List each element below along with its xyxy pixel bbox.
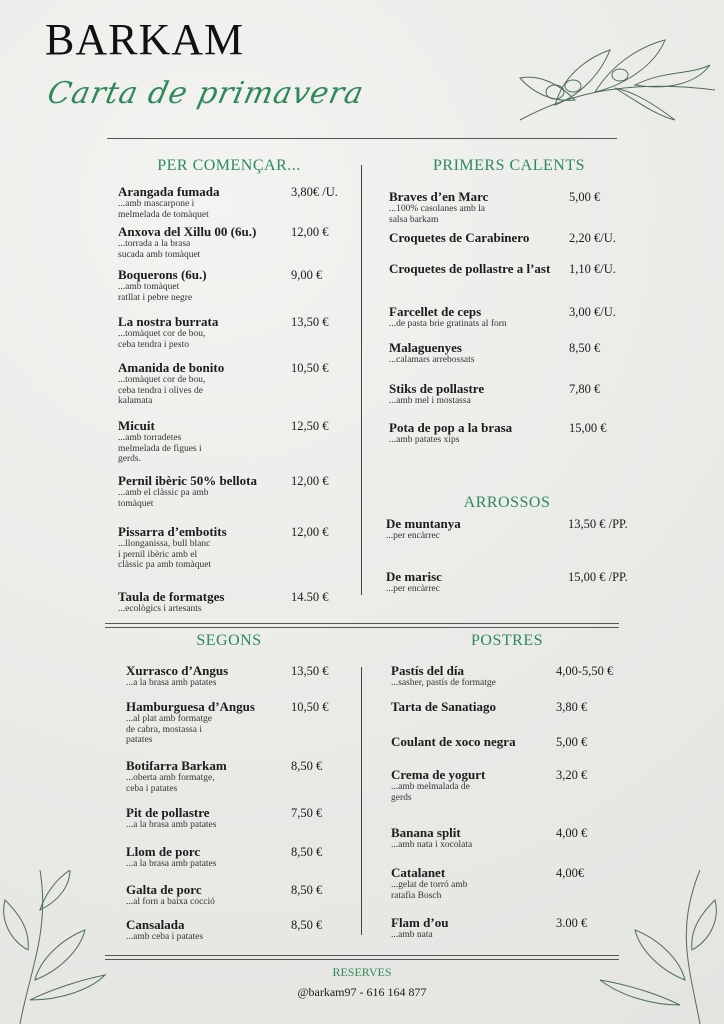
- item-name: Coulant de xoco negra: [391, 734, 516, 749]
- item-name: Farcellet de ceps: [389, 304, 482, 319]
- item-description: ...amb nata i xocolata: [391, 840, 473, 850]
- divider: [105, 623, 619, 624]
- divider: [107, 138, 617, 139]
- brand-title: BARKAM: [45, 15, 245, 64]
- item-price: 8,50 €: [291, 845, 323, 859]
- item-name: Galta de porc: [126, 882, 202, 897]
- item-price: 14.50 €: [291, 590, 329, 604]
- item-price: 4,00 €: [556, 826, 588, 840]
- item-price: 7,80 €: [569, 382, 601, 396]
- item-description: ...oberta amb formatge, ceba i patates: [126, 773, 215, 794]
- divider: [105, 959, 619, 960]
- item-description: ...amb ceba i patates: [126, 932, 204, 942]
- section-title-mains: SEGONS: [196, 632, 262, 649]
- item-price: 3,80 €: [556, 700, 588, 714]
- item-price: 2,20 €/U.: [569, 231, 616, 245]
- item-price: 3,00 €/U.: [569, 305, 616, 319]
- item-description: ...per encàrrec: [386, 531, 440, 541]
- menu-item: [391, 866, 621, 901]
- item-name: Stiks de pollastre: [389, 381, 485, 396]
- section-title-rice: ARROSSOS: [463, 494, 551, 511]
- column-divider: [361, 667, 362, 935]
- item-description: ...a la brasa amb patates: [126, 859, 217, 869]
- item-price: 3,20 €: [556, 768, 588, 782]
- item-name: Flam d’ou: [391, 915, 449, 930]
- item-description: ...amb mascarpone i melmelada de tomàquet: [118, 199, 209, 220]
- item-name: Croquetes de Carabinero: [389, 230, 530, 245]
- item-name: Llom de porc: [126, 844, 201, 859]
- item-description: ...al plat amb formatge de cabra, mostassa i patates: [126, 714, 212, 745]
- item-description: ...gelat de torró amb ratafia Bosch: [391, 880, 468, 901]
- item-description: ...amb mel i mostassa: [389, 396, 471, 406]
- item-price: 15,00 €: [569, 421, 607, 435]
- item-name: Croquetes de pollastre a l’ast: [389, 261, 551, 276]
- item-price: 8,50 €: [291, 918, 323, 932]
- item-name: Arangada fumada: [118, 184, 220, 199]
- item-name: Catalanet: [391, 865, 446, 880]
- item-description: ...amb el clàssic pa amb tomàquet: [118, 488, 209, 509]
- item-price: 10,50 €: [291, 361, 329, 375]
- section-title-starters: PER COMENÇAR...: [157, 157, 301, 174]
- item-name: Pernil ibèric 50% bellota: [118, 473, 258, 488]
- item-description: ...de pasta brie gratinats al forn: [389, 319, 507, 329]
- item-name: Amanida de bonito: [118, 360, 225, 375]
- item-name: Pota de pop a la brasa: [389, 420, 513, 435]
- item-description: ...torrada a la brasa sucada amb tomàquet: [118, 239, 201, 260]
- item-description: ...llonganissa, bull blanc i pernil ibèric amb el clàssic pa amb tomàquet: [118, 539, 212, 570]
- item-price: 7,50 €: [291, 806, 323, 820]
- item-description: ...a la brasa amb patates: [126, 678, 217, 688]
- item-price: 3,80€ /U.: [291, 185, 338, 199]
- item-name: Tarta de Sanatiago: [391, 699, 496, 714]
- item-name: Taula de formatges: [118, 589, 225, 604]
- item-description: ...100% casolanes amb la salsa barkam: [389, 204, 486, 225]
- item-description: ...tomàquet cor de bou, ceba tendra i olives de kalamata: [118, 375, 206, 406]
- item-price: 15,00 € /PP.: [568, 570, 628, 584]
- item-price: 12,00 €: [291, 225, 329, 239]
- item-name: Malaguenyes: [389, 340, 462, 355]
- item-description: ...amb melmalada de gerds: [391, 782, 470, 803]
- item-description: ...amb torradetes melmelada de figues i gerds.: [118, 433, 202, 464]
- item-price: 1,10 €/U.: [569, 262, 616, 276]
- item-price: 13,50 €: [291, 315, 329, 329]
- item-price: 10,50 €: [291, 700, 329, 714]
- item-price: 3.00 €: [556, 916, 588, 930]
- item-name: Hamburguesa d’Angus: [126, 699, 255, 714]
- item-name: De muntanya: [386, 516, 461, 531]
- item-price: 8,50 €: [291, 759, 323, 773]
- menu-subtitle: Carta de primavera: [44, 76, 368, 111]
- item-description: ...amb nata: [391, 930, 433, 940]
- item-price: 8,50 €: [569, 341, 601, 355]
- item-price: 9,00 €: [291, 268, 323, 282]
- item-name: Pissarra d’embotits: [118, 524, 227, 539]
- item-description: ...amb patates xips: [389, 435, 460, 445]
- item-description: ...ecològics i artesants: [118, 604, 202, 614]
- column-divider: [361, 165, 362, 595]
- olive-branch-icon: [515, 20, 720, 135]
- item-name: Pastís del día: [391, 663, 464, 678]
- item-name: De marisc: [386, 569, 442, 584]
- reservations-label: RESERVES: [332, 965, 392, 979]
- divider: [105, 627, 619, 628]
- item-name: Banana split: [391, 825, 461, 840]
- item-description: ...a la brasa amb patates: [126, 820, 217, 830]
- item-price: 5,00 €: [569, 190, 601, 204]
- item-description: ...per encàrrec: [386, 584, 440, 594]
- divider: [105, 955, 619, 956]
- item-description: ...calamars arrebossats: [389, 355, 475, 365]
- item-price: 12,50 €: [291, 419, 329, 433]
- item-price: 4,00€: [556, 866, 585, 880]
- item-price: 12,00 €: [291, 474, 329, 488]
- item-description: ...amb tomàquet ratllat i pebre negre: [118, 282, 193, 303]
- item-name: Cansalada: [126, 917, 185, 932]
- item-name: Micuit: [118, 418, 155, 433]
- item-name: Xurrasco d’Angus: [126, 663, 229, 678]
- item-description: ...tomàquet cor de bou, ceba tendra i pesto: [118, 329, 206, 350]
- item-description: ...al forn a baixa cocció: [126, 897, 215, 907]
- section-title-hot: PRIMERS CALENTS: [433, 157, 585, 174]
- item-price: 8,50 €: [291, 883, 323, 897]
- item-price: 5,00 €: [556, 735, 588, 749]
- item-name: Crema de yogurt: [391, 767, 486, 782]
- item-price: 12,00 €: [291, 525, 329, 539]
- leaf-decoration-icon: [0, 870, 110, 1024]
- item-name: La nostra burrata: [118, 314, 219, 329]
- item-name: Botifarra Barkam: [126, 758, 227, 773]
- section-title-desserts: POSTRES: [471, 632, 543, 649]
- item-name: Pit de pollastre: [126, 805, 210, 820]
- reservations-contact: @barkam97 - 616 164 877: [297, 985, 427, 999]
- item-name: Anxova del Xillu 00 (6u.): [118, 224, 257, 239]
- item-description: ...sasher, pastís de formatge: [391, 678, 496, 688]
- item-price: 4,00-5,50 €: [556, 664, 614, 678]
- item-price: 13,50 € /PP.: [568, 517, 628, 531]
- item-name: Boquerons (6u.): [118, 267, 207, 282]
- item-name: Braves d’en Marc: [389, 189, 489, 204]
- item-price: 13,50 €: [291, 664, 329, 678]
